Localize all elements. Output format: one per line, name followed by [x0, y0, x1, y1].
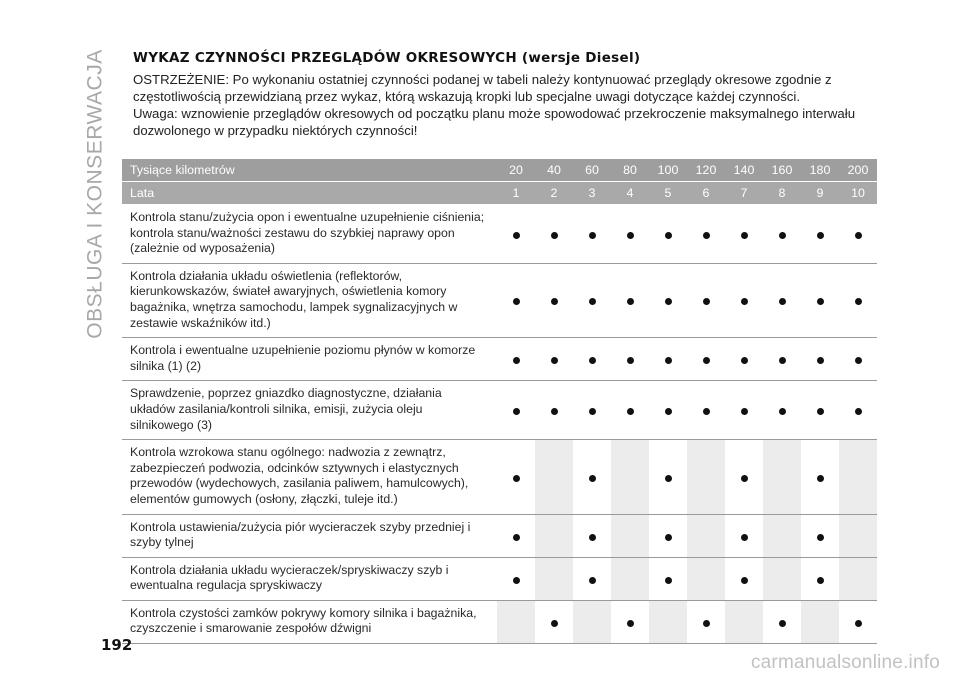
- scheduled-cell: [573, 205, 611, 264]
- scheduled-dot-icon: [627, 298, 634, 305]
- task-description: Sprawdzenie, poprzez gniazdko diagnostyczne, działania układów zasilania/kontroli silnika, emisji, zużycia oleju silnikowego (3): [122, 381, 497, 440]
- empty-cell: [763, 440, 801, 514]
- section-side-label-text: OBSŁUGA I KONSERWACJA: [84, 49, 107, 339]
- header-km-cell: 40: [535, 159, 573, 182]
- scheduled-dot-icon: [551, 357, 558, 364]
- scheduled-cell: [763, 381, 801, 440]
- empty-cell: [535, 440, 573, 514]
- scheduled-dot-icon: [741, 298, 748, 305]
- scheduled-dot-icon: [665, 298, 672, 305]
- scheduled-dot-icon: [665, 408, 672, 415]
- empty-cell: [535, 557, 573, 600]
- scheduled-cell: [649, 263, 687, 337]
- page-title: WYKAZ CZYNNOŚCI PRZEGLĄDÓW OKRESOWYCH (wersje Diesel): [133, 50, 641, 66]
- scheduled-dot-icon: [551, 232, 558, 239]
- scheduled-dot-icon: [589, 298, 596, 305]
- header-year-cell: 4: [611, 182, 649, 205]
- table-row: [122, 557, 877, 600]
- table-row: [122, 440, 877, 514]
- scheduled-cell: [497, 381, 535, 440]
- scheduled-cell: [725, 440, 763, 514]
- scheduled-dot-icon: [513, 475, 520, 482]
- scheduled-cell: [497, 263, 535, 337]
- scheduled-cell: [535, 600, 573, 643]
- scheduled-cell: [611, 600, 649, 643]
- empty-cell: [573, 600, 611, 643]
- scheduled-dot-icon: [741, 534, 748, 541]
- scheduled-cell: [497, 557, 535, 600]
- scheduled-cell: [573, 440, 611, 514]
- scheduled-dot-icon: [627, 357, 634, 364]
- scheduled-dot-icon: [855, 232, 862, 239]
- empty-cell: [763, 514, 801, 557]
- header-years-label: Lata: [122, 182, 497, 205]
- scheduled-dot-icon: [589, 357, 596, 364]
- scheduled-cell: [801, 557, 839, 600]
- task-description: Kontrola stanu/zużycia opon i ewentualne uzupełnienie ciśnienia; kontrola stanu/ważności zestawu do szybkiej naprawy opon (zależnie od wyposażenia): [122, 205, 497, 264]
- empty-cell: [497, 600, 535, 643]
- scheduled-dot-icon: [513, 298, 520, 305]
- scheduled-dot-icon: [589, 475, 596, 482]
- scheduled-cell: [649, 205, 687, 264]
- scheduled-dot-icon: [627, 620, 634, 627]
- table-row: [122, 338, 877, 381]
- scheduled-dot-icon: [551, 620, 558, 627]
- scheduled-dot-icon: [855, 408, 862, 415]
- header-km-cell: 200: [839, 159, 877, 182]
- scheduled-dot-icon: [665, 475, 672, 482]
- scheduled-dot-icon: [817, 298, 824, 305]
- empty-cell: [839, 514, 877, 557]
- header-km-cell: 160: [763, 159, 801, 182]
- scheduled-cell: [839, 600, 877, 643]
- scheduled-dot-icon: [855, 620, 862, 627]
- scheduled-cell: [611, 381, 649, 440]
- page-number: 192: [101, 636, 133, 654]
- header-km-label: Tysiące kilometrów: [122, 159, 497, 182]
- scheduled-cell: [725, 381, 763, 440]
- note-paragraph: Uwaga: wznowienie przeglądów okresowych od początku planu może spowodować przekroczenie maksymalnego interwału dozwolonego w przypadku niektórych czynności!: [133, 106, 856, 138]
- scheduled-dot-icon: [665, 232, 672, 239]
- header-year-cell: 8: [763, 182, 801, 205]
- scheduled-dot-icon: [741, 408, 748, 415]
- scheduled-dot-icon: [665, 534, 672, 541]
- scheduled-cell: [573, 514, 611, 557]
- task-description: Kontrola ustawienia/zużycia piór wycieraczek szyby przedniej i szyby tylnej: [122, 514, 497, 557]
- scheduled-cell: [801, 381, 839, 440]
- scheduled-dot-icon: [779, 232, 786, 239]
- scheduled-cell: [649, 557, 687, 600]
- scheduled-dot-icon: [741, 232, 748, 239]
- task-description: Kontrola działania układu wycieraczek/spryskiwaczy szyb i ewentualna regulacja spryskiwaczy: [122, 557, 497, 600]
- scheduled-cell: [535, 263, 573, 337]
- table-row: [122, 205, 877, 264]
- header-row-years: [122, 182, 877, 205]
- scheduled-cell: [611, 205, 649, 264]
- scheduled-cell: [687, 338, 725, 381]
- scheduled-cell: [725, 557, 763, 600]
- scheduled-dot-icon: [817, 475, 824, 482]
- scheduled-cell: [839, 338, 877, 381]
- scheduled-cell: [839, 205, 877, 264]
- scheduled-cell: [535, 205, 573, 264]
- scheduled-dot-icon: [513, 408, 520, 415]
- header-km-cell: 20: [497, 159, 535, 182]
- scheduled-dot-icon: [741, 357, 748, 364]
- scheduled-cell: [725, 514, 763, 557]
- scheduled-dot-icon: [589, 408, 596, 415]
- scheduled-cell: [573, 381, 611, 440]
- header-year-cell: 1: [497, 182, 535, 205]
- scheduled-cell: [801, 205, 839, 264]
- watermark-text: carmanualsonline.info: [750, 652, 940, 673]
- empty-cell: [611, 440, 649, 514]
- scheduled-dot-icon: [589, 577, 596, 584]
- scheduled-cell: [801, 263, 839, 337]
- header-km-cell: 120: [687, 159, 725, 182]
- scheduled-cell: [649, 381, 687, 440]
- scheduled-dot-icon: [513, 577, 520, 584]
- scheduled-cell: [725, 338, 763, 381]
- header-km-cell: 60: [573, 159, 611, 182]
- scheduled-cell: [649, 440, 687, 514]
- scheduled-cell: [801, 440, 839, 514]
- scheduled-dot-icon: [817, 577, 824, 584]
- scheduled-cell: [801, 514, 839, 557]
- scheduled-dot-icon: [855, 357, 862, 364]
- empty-cell: [687, 514, 725, 557]
- scheduled-cell: [649, 514, 687, 557]
- scheduled-cell: [611, 338, 649, 381]
- empty-cell: [687, 440, 725, 514]
- intro-text: [133, 71, 878, 139]
- section-side-label: [81, 48, 111, 340]
- scheduled-dot-icon: [855, 298, 862, 305]
- scheduled-cell: [763, 263, 801, 337]
- header-year-cell: 5: [649, 182, 687, 205]
- empty-cell: [611, 557, 649, 600]
- scheduled-cell: [687, 600, 725, 643]
- scheduled-dot-icon: [741, 475, 748, 482]
- scheduled-cell: [497, 205, 535, 264]
- scheduled-dot-icon: [703, 298, 710, 305]
- header-year-cell: 9: [801, 182, 839, 205]
- scheduled-dot-icon: [703, 620, 710, 627]
- scheduled-cell: [573, 338, 611, 381]
- task-description: Kontrola czystości zamków pokrywy komory silnika i bagażnika, czyszczenie i smarowanie zespołów dźwigni: [122, 600, 497, 643]
- scheduled-dot-icon: [513, 534, 520, 541]
- scheduled-cell: [573, 263, 611, 337]
- schedule-body: [122, 205, 877, 644]
- scheduled-cell: [687, 205, 725, 264]
- scheduled-dot-icon: [703, 232, 710, 239]
- header-year-cell: 6: [687, 182, 725, 205]
- scheduled-dot-icon: [665, 357, 672, 364]
- scheduled-dot-icon: [817, 357, 824, 364]
- header-year-cell: 2: [535, 182, 573, 205]
- scheduled-dot-icon: [513, 357, 520, 364]
- scheduled-dot-icon: [779, 620, 786, 627]
- scheduled-dot-icon: [779, 357, 786, 364]
- scheduled-cell: [725, 263, 763, 337]
- header-row-kilometers: [122, 159, 877, 182]
- empty-cell: [801, 600, 839, 643]
- empty-cell: [763, 557, 801, 600]
- maintenance-schedule-table: [122, 159, 877, 644]
- scheduled-dot-icon: [551, 408, 558, 415]
- header-km-cell: 100: [649, 159, 687, 182]
- scheduled-dot-icon: [551, 298, 558, 305]
- scheduled-dot-icon: [741, 577, 748, 584]
- header-km-cell: 140: [725, 159, 763, 182]
- empty-cell: [725, 600, 763, 643]
- task-description: Kontrola i ewentualne uzupełnienie poziomu płynów w komorze silnika (1) (2): [122, 338, 497, 381]
- scheduled-dot-icon: [817, 232, 824, 239]
- header-year-cell: 10: [839, 182, 877, 205]
- empty-cell: [649, 600, 687, 643]
- header-year-cell: 3: [573, 182, 611, 205]
- scheduled-dot-icon: [703, 408, 710, 415]
- scheduled-dot-icon: [779, 298, 786, 305]
- table-row: [122, 514, 877, 557]
- scheduled-dot-icon: [589, 534, 596, 541]
- scheduled-cell: [687, 381, 725, 440]
- table-row: [122, 263, 877, 337]
- empty-cell: [839, 557, 877, 600]
- header-km-cell: 180: [801, 159, 839, 182]
- empty-cell: [687, 557, 725, 600]
- scheduled-cell: [725, 205, 763, 264]
- scheduled-cell: [763, 205, 801, 264]
- warning-paragraph: OSTRZEŻENIE: Po wykonaniu ostatniej czynności podanej w tabeli należy kontynuować przeglądy okresowe zgodnie z częstotliwością przewidzianą przez wykaz, którą wskazują kropki lub specjalne uwagi dotyczące każdej czynności.: [133, 72, 832, 104]
- scheduled-cell: [839, 381, 877, 440]
- scheduled-dot-icon: [817, 534, 824, 541]
- scheduled-dot-icon: [665, 577, 672, 584]
- scheduled-cell: [763, 600, 801, 643]
- scheduled-cell: [649, 338, 687, 381]
- header-km-cell: 80: [611, 159, 649, 182]
- empty-cell: [535, 514, 573, 557]
- scheduled-dot-icon: [627, 408, 634, 415]
- scheduled-cell: [611, 263, 649, 337]
- scheduled-cell: [839, 263, 877, 337]
- scheduled-cell: [535, 381, 573, 440]
- scheduled-cell: [763, 338, 801, 381]
- scheduled-dot-icon: [779, 408, 786, 415]
- task-description: Kontrola działania układu oświetlenia (reflektorów, kierunkowskazów, świateł awaryjnych, oświetlenia komory bagażnika, wnętrza samochodu, lampek sygnalizacyjnych w zestawie wskaźników itd.): [122, 263, 497, 337]
- empty-cell: [839, 440, 877, 514]
- scheduled-cell: [497, 514, 535, 557]
- scheduled-cell: [801, 338, 839, 381]
- header-year-cell: 7: [725, 182, 763, 205]
- scheduled-cell: [573, 557, 611, 600]
- scheduled-dot-icon: [513, 232, 520, 239]
- scheduled-dot-icon: [817, 408, 824, 415]
- table-row: [122, 381, 877, 440]
- task-description: Kontrola wzrokowa stanu ogólnego: nadwozia z zewnątrz, zabezpieczeń podwozia, odcinków sztywnych i elastycznych przewodów (wydechowych, zasilania paliwem, hamulcowych), elementów gumowych (osłony, złączki, tuleje itd.): [122, 440, 497, 514]
- empty-cell: [611, 514, 649, 557]
- scheduled-cell: [535, 338, 573, 381]
- scheduled-dot-icon: [589, 232, 596, 239]
- scheduled-cell: [497, 338, 535, 381]
- scheduled-cell: [687, 263, 725, 337]
- scheduled-dot-icon: [703, 357, 710, 364]
- scheduled-dot-icon: [627, 232, 634, 239]
- scheduled-cell: [497, 440, 535, 514]
- table-row: [122, 600, 877, 643]
